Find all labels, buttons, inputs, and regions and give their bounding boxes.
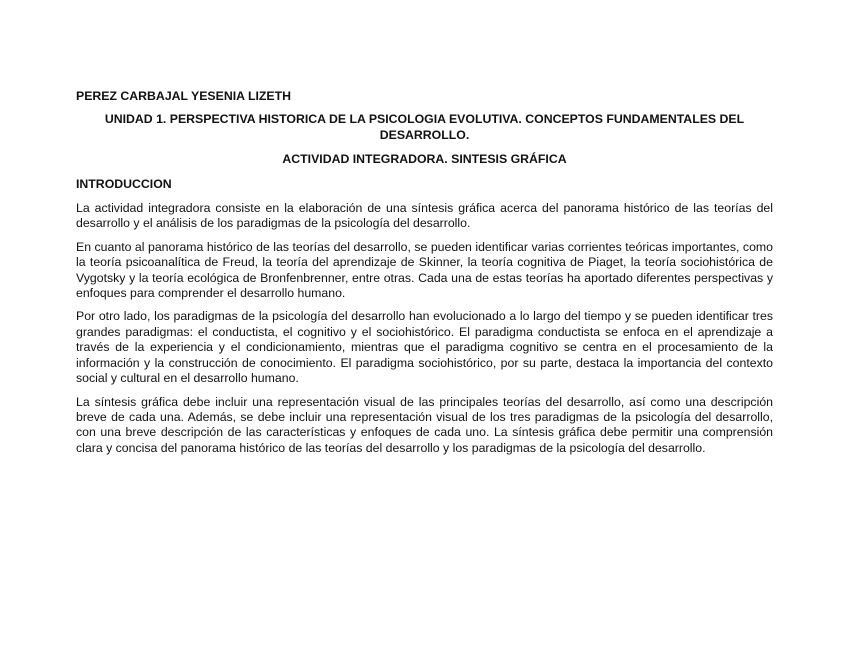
document-body bbox=[76, 89, 773, 464]
paragraph-1: La actividad integradora consiste en la elaboración de una síntesis gráfica acerca del panorama histórico de las teorías del desarrollo y el análisis de los paradigmas de la psicología del desarrollo. bbox=[76, 201, 773, 231]
paragraph-3: Por otro lado, los paradigmas de la psicología del desarrollo han evolucionado a lo largo del tiempo y se pueden identificar tres grandes paradigmas: el conductista, el cognitivo y el sociohistórico. El paradigma conductista se enfoca en el aprendizaje a través de la experiencia y el condicionamiento, mientras que el paradigma cognitivo se centra en el procesamiento de la información y la construcción de conocimiento. El paradigma sociohistórico, por su parte, destaca la importancia del contexto social y cultural en el desarrollo humano. bbox=[76, 309, 773, 386]
author-name: PEREZ CARBAJAL YESENIA LIZETH bbox=[76, 89, 291, 103]
paragraph-2: En cuanto al panorama histórico de las teorías del desarrollo, se pueden identificar varias corrientes teóricas importantes, como la teoría psicoanalítica de Freud, la teoría del aprendizaje de Skinner, la teoría cognitiva de Piaget, la teoría sociohistórica de Vygotsky y la teoría ecológica de Bronfenbrenner, entre otras. Cada una de estas teorías ha aportado diferentes perspectivas y enfoques para comprender el desarrollo humano. bbox=[76, 239, 773, 301]
unit-title: UNIDAD 1. PERSPECTIVA HISTORICA DE LA PSICOLOGIA EVOLUTIVA. CONCEPTOS FUNDAMENTALES DEL DESARROLLO. bbox=[104, 112, 745, 142]
paragraph-4: La síntesis gráfica debe incluir una representación visual de las principales teorías del desarrollo, así como una descripción breve de cada una. Además, se debe incluir una representación visual de los tres paradigmas de la psicología del desarrollo, con una breve descripción de las características y enfoques de cada uno. La síntesis gráfica debe permitir una comprensión clara y concisa del panorama histórico de las teorías del desarrollo y los paradigmas de la psicología del desarrollo. bbox=[76, 394, 773, 455]
section-heading-introduccion: INTRODUCCION bbox=[76, 176, 172, 191]
activity-title: ACTIVIDAD INTEGRADORA. SINTESIS GRÁFICA bbox=[282, 152, 567, 167]
